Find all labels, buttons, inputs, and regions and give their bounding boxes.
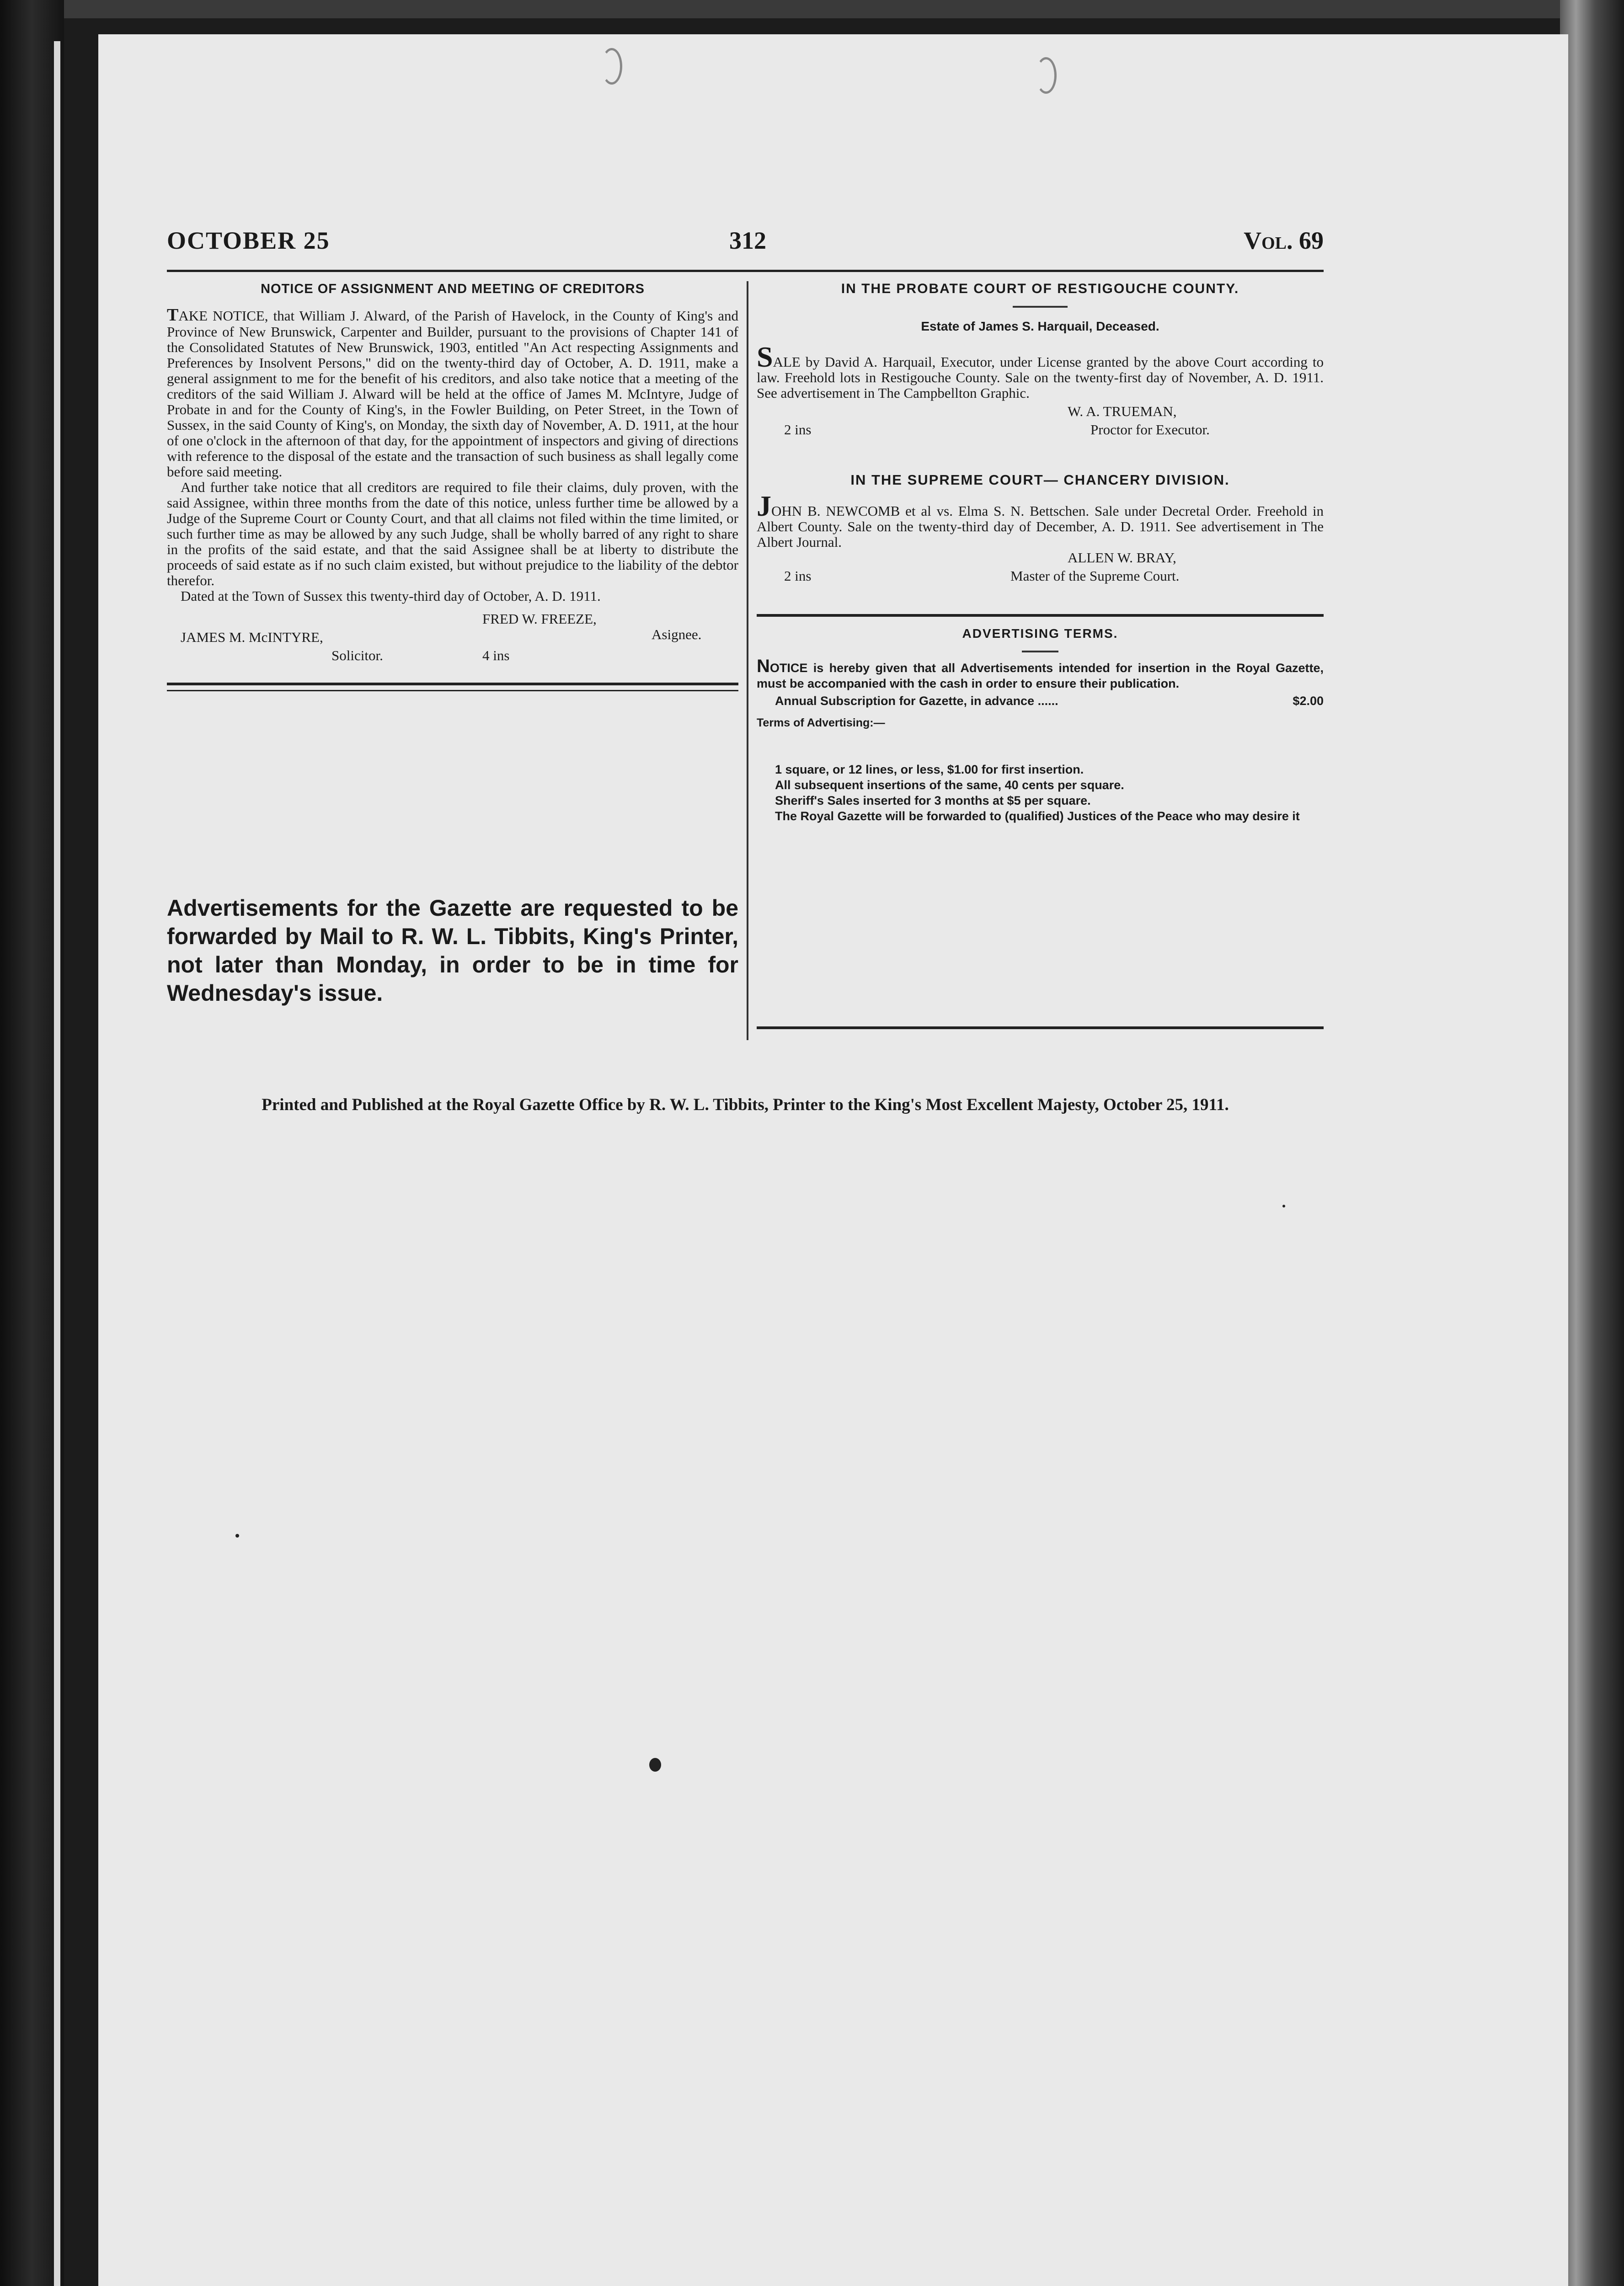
gazette-submission-note: Advertisements for the Gazette are requested to be forwarded by Mail to R. W. L. Tibbits, King's Printer, not later than Monday, in order to be in time for Wednesday's issue. xyxy=(167,895,738,1006)
supreme-sale-text: OHN B. NEWCOMB et al vs. Elma S. N. Bettschen. Sale under Decretal Order. Freehold in Albert County. Sale on the twenty-third day of December, A. D. 1911. See advertisement in The Albert Journal. xyxy=(757,503,1324,550)
gazette-page xyxy=(98,34,1568,2286)
scan-top-edge xyxy=(0,0,1624,18)
right-column xyxy=(757,281,1324,824)
creditors-notice: And further take notice that all creditors are required to file their claims, duly proven, with the said Assignee, within three months from the date of this notice, unless further time be allowed by a Judge of the Supreme Court or County Court, and that all claims not filed within the time limited, or such further time as may be allowed by any such Judge, shall be wholly barred of any right to share in the profits of the said estate, and that the said Assignee shall be at liberty to distribute the proceeds of said estate as if no such claim existed, but without prejudice to the liability of the debtor therefor. xyxy=(167,479,738,588)
column-divider xyxy=(747,281,748,1040)
terms-of-advertising-label: Terms of Advertising:— xyxy=(757,716,885,729)
running-head xyxy=(167,226,1324,263)
term-first-insertion: 1 square, or 12 lines, or less, $1.00 for first insertion. xyxy=(775,763,1084,776)
advertising-terms-heading: ADVERTISING TERMS. xyxy=(962,626,1118,641)
probate-sale-notice xyxy=(757,341,1324,401)
advertising-notice-text: OTICE is hereby given that all Advertisements intended for insertion in the Royal Gazette, must be accompanied with the cash in order to ensure their publication. xyxy=(757,661,1324,690)
ink-speck xyxy=(235,1534,239,1538)
assignment-insertions: 4 ins xyxy=(482,647,510,663)
supreme-signature-title-row xyxy=(757,568,1324,587)
solicitor-name: JAMES M. McINTYRE, xyxy=(181,629,323,645)
solicitor-title-row xyxy=(167,648,738,666)
assignment-notice-text: AKE NOTICE, that William J. Alward, of the Parish of Havelock, in the County of King's and Province of New Brunswick, Carpenter and Builder, pursuant to the provisions of Chapter 141 of the Consolidated Statutes of New Brunswick, 1903, entitled "An Act respecting Assignments and Preferences by Insolvent Persons," did on the twenty-third day of October, A. D. 1911, make a general assignment to me for the benefit of his creditors, and also take notice that a meeting of the creditors of the said William J. Alward will be held at the office of James M. McIntyre, Judge of Probate in and for the County of King's, in the Fowler Building, on Peter Street, in the Town of Sussex, in the said County of King's, on Monday, the sixth day of November, A. D. 1911, at the hour of one o'clock in the afternoon of that day, for the appointment of inspectors and giving of directions with reference to the disposal of the estate and the transaction of such business as shall legally come before said meeting. xyxy=(167,308,738,480)
right-bottom-rule xyxy=(757,1026,1324,1029)
assignment-initial: T xyxy=(167,305,179,325)
supreme-signer-title: Master of the Supreme Court. xyxy=(1010,568,1180,584)
term-subsequent-insertions: All subsequent insertions of the same, 40 cents per square. xyxy=(775,778,1124,792)
terms-short-rule xyxy=(1022,651,1058,652)
supreme-initial: J xyxy=(757,490,771,522)
term-justices-forwarding: The Royal Gazette will be forwarded to (qualified) Justices of the Peace who may desire it xyxy=(775,809,1300,823)
spine-edge-line xyxy=(54,41,60,2286)
page-number: 312 xyxy=(729,227,766,254)
supreme-signer-name: ALLEN W. BRAY, xyxy=(1068,550,1176,566)
solicitor-signature xyxy=(167,626,738,648)
binding-hole xyxy=(1036,57,1057,94)
assignee-name: FRED W. FREEZE, xyxy=(482,611,597,627)
advertising-notice xyxy=(757,657,1324,691)
assignee-title: Asignee. xyxy=(652,626,702,642)
left-section-rule-thin xyxy=(167,690,738,691)
assignment-notice xyxy=(167,306,738,480)
supreme-insertions: 2 ins xyxy=(784,568,812,584)
term-sheriff-sales: Sheriff's Sales inserted for 3 months at $5 per square. xyxy=(775,794,1091,807)
dated-line: Dated at the Town of Sussex this twenty-third day of October, A. D. 1911. xyxy=(181,588,601,604)
left-column xyxy=(167,281,738,703)
subscription-line xyxy=(775,693,1324,709)
solicitor-title: Solicitor. xyxy=(331,647,383,663)
volume-number: Vol. 69 xyxy=(1244,227,1324,254)
header-rule xyxy=(167,270,1324,272)
probate-signature xyxy=(757,404,1324,422)
supreme-court-heading: IN THE SUPREME COURT— CHANCERY DIVISION. xyxy=(850,472,1230,488)
terms-initial: N xyxy=(757,656,770,676)
subscription-label: Annual Subscription for Gazette, in advance ...... xyxy=(775,694,1058,708)
probate-signer-title: Proctor for Executor. xyxy=(1090,422,1210,438)
probate-initial: S xyxy=(757,341,773,373)
ink-speck xyxy=(649,1758,661,1772)
probate-signature-title-row xyxy=(757,422,1324,440)
probate-insertions: 2 ins xyxy=(784,422,812,438)
page-stack-edge xyxy=(1560,0,1624,2286)
probate-sale-text: ALE by David A. Harquail, Executor, under License granted by the above Court according to law. Freehold lots in Restigouche County. Sale on the twenty-first day of November, A. D. 1911. See advertisement in The Campbellton Graphic. xyxy=(757,354,1324,401)
probate-signer-name: W. A. TRUEMAN, xyxy=(1068,403,1177,419)
imprint-footer: Printed and Published at the Royal Gazette Office by R. W. L. Tibbits, Printer to the King's Most Excellent Majesty, October 25, 1911. xyxy=(262,1095,1229,1114)
subscription-price: $2.00 xyxy=(1293,694,1324,708)
supreme-sale-notice xyxy=(757,490,1324,550)
assignment-heading: NOTICE OF ASSIGNMENT AND MEETING OF CREDITORS xyxy=(261,282,645,296)
left-section-rule xyxy=(167,683,738,685)
probate-rule xyxy=(1013,306,1068,308)
ink-speck xyxy=(1282,1205,1285,1207)
estate-title: Estate of James S. Harquail, Deceased. xyxy=(921,319,1159,333)
probate-heading: IN THE PROBATE COURT OF RESTIGOUCHE COUNTY. xyxy=(841,281,1239,296)
issue-date: OCTOBER 25 xyxy=(167,227,330,254)
terms-rule xyxy=(757,614,1324,617)
supreme-signature xyxy=(757,550,1324,568)
binding-hole xyxy=(601,48,622,85)
